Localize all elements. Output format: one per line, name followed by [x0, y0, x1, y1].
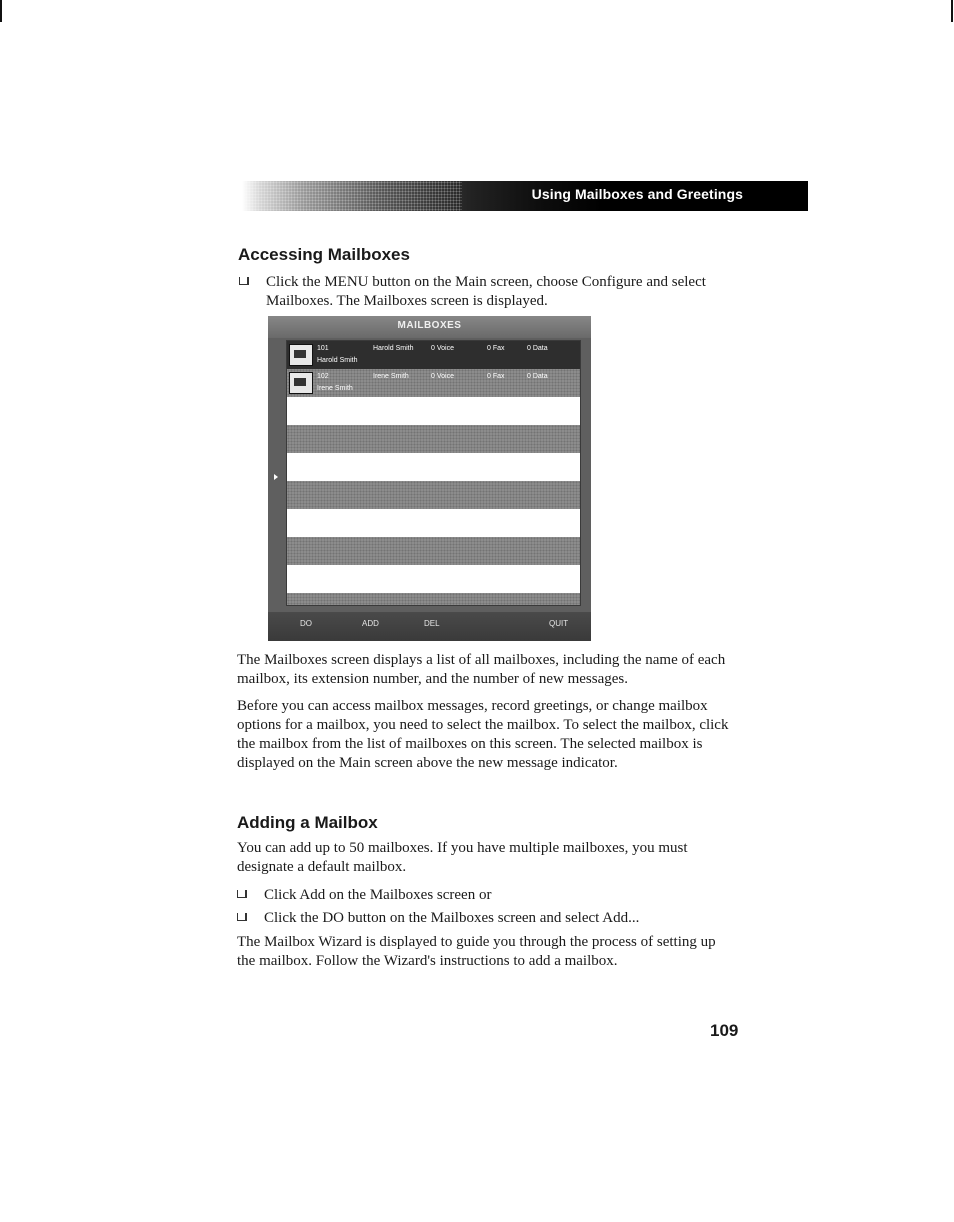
mailbox-icon: [289, 344, 313, 366]
bullet-item-open-mailboxes: [239, 273, 739, 313]
bullet-text: Click Add on the Mailboxes screen or: [264, 887, 492, 903]
right-edge-mark: [951, 0, 953, 22]
mailbox-row[interactable]: [287, 341, 580, 369]
bullet-item-click-do: [237, 909, 737, 928]
scroll-arrow-icon[interactable]: [274, 474, 278, 480]
bullet-text: Click the MENU button on the Main screen, choose Configure and select Mailboxes. The Mailboxes screen is displayed.: [266, 274, 706, 309]
chapter-title: Using Mailboxes and Greetings: [531, 186, 743, 202]
paragraph-select-mailbox: Before you can access mailbox messages, record greetings, or change mailbox options for a mailbox, you need to select the mailbox. To select the mailbox, click the mailbox from the list of mailboxes on this screen. The selected mailbox is displayed on the Main screen above the new message indicator.: [237, 698, 729, 771]
mailbox-data-count: 0 Data: [527, 345, 548, 352]
mailboxes-window-titlebar: [268, 316, 591, 338]
bullet-text: Click the DO button on the Mailboxes screen and select Add...: [264, 910, 640, 926]
empty-row[interactable]: [287, 593, 580, 605]
mailbox-label: Irene Smith: [317, 385, 353, 392]
add-button[interactable]: ADD: [362, 619, 379, 628]
mailbox-name: Harold Smith: [373, 345, 414, 352]
section-heading-accessing-mailboxes: Accessing Mailboxes: [238, 245, 410, 264]
chapter-header-band: [242, 181, 808, 211]
do-button[interactable]: DO: [300, 619, 312, 628]
mailbox-label: Harold Smith: [317, 357, 358, 364]
mailbox-extension: 101: [317, 345, 329, 352]
mailbox-voice-count: 0 Voice: [431, 345, 454, 352]
left-edge-mark: [0, 0, 2, 22]
empty-row[interactable]: [287, 425, 580, 453]
mailboxes-toolbar: [268, 612, 591, 641]
empty-row[interactable]: [287, 537, 580, 565]
paragraph-mailboxes-screen: The Mailboxes screen displays a list of all mailboxes, including the name of each mailbox, its extension number, and the number of new messages.: [237, 652, 726, 687]
empty-row[interactable]: [287, 509, 580, 537]
mailboxes-screenshot: [268, 316, 591, 641]
mailbox-icon: [289, 372, 313, 394]
paragraph-add-limit: You can add up to 50 mailboxes. If you have multiple mailboxes, you must designate a default mailbox.: [237, 840, 688, 875]
empty-row[interactable]: [287, 397, 580, 425]
mailbox-name: Irene Smith: [373, 373, 409, 380]
checkbox-bullet-icon: [237, 890, 247, 898]
page-number: 109: [710, 1021, 739, 1040]
empty-row[interactable]: [287, 565, 580, 593]
mailbox-extension: 102: [317, 373, 329, 380]
mailbox-fax-count: 0 Fax: [487, 373, 505, 380]
empty-row[interactable]: [287, 481, 580, 509]
mailboxes-window-title: MAILBOXES: [397, 320, 462, 331]
mailbox-list: [286, 340, 581, 606]
mailbox-data-count: 0 Data: [527, 373, 548, 380]
checkbox-bullet-icon: [239, 277, 249, 285]
empty-row[interactable]: [287, 453, 580, 481]
mailbox-row[interactable]: [287, 369, 580, 397]
mailbox-fax-count: 0 Fax: [487, 345, 505, 352]
mailbox-voice-count: 0 Voice: [431, 373, 454, 380]
checkbox-bullet-icon: [237, 913, 247, 921]
paragraph-mailbox-wizard: The Mailbox Wizard is displayed to guide you through the process of setting up the mailbox. Follow the Wizard's instructions to add a mailbox.: [237, 934, 716, 969]
delete-button[interactable]: DEL: [424, 619, 440, 628]
bullet-item-click-add: [237, 886, 737, 905]
section-heading-adding-mailbox: Adding a Mailbox: [237, 813, 378, 832]
quit-button[interactable]: QUIT: [549, 619, 569, 628]
